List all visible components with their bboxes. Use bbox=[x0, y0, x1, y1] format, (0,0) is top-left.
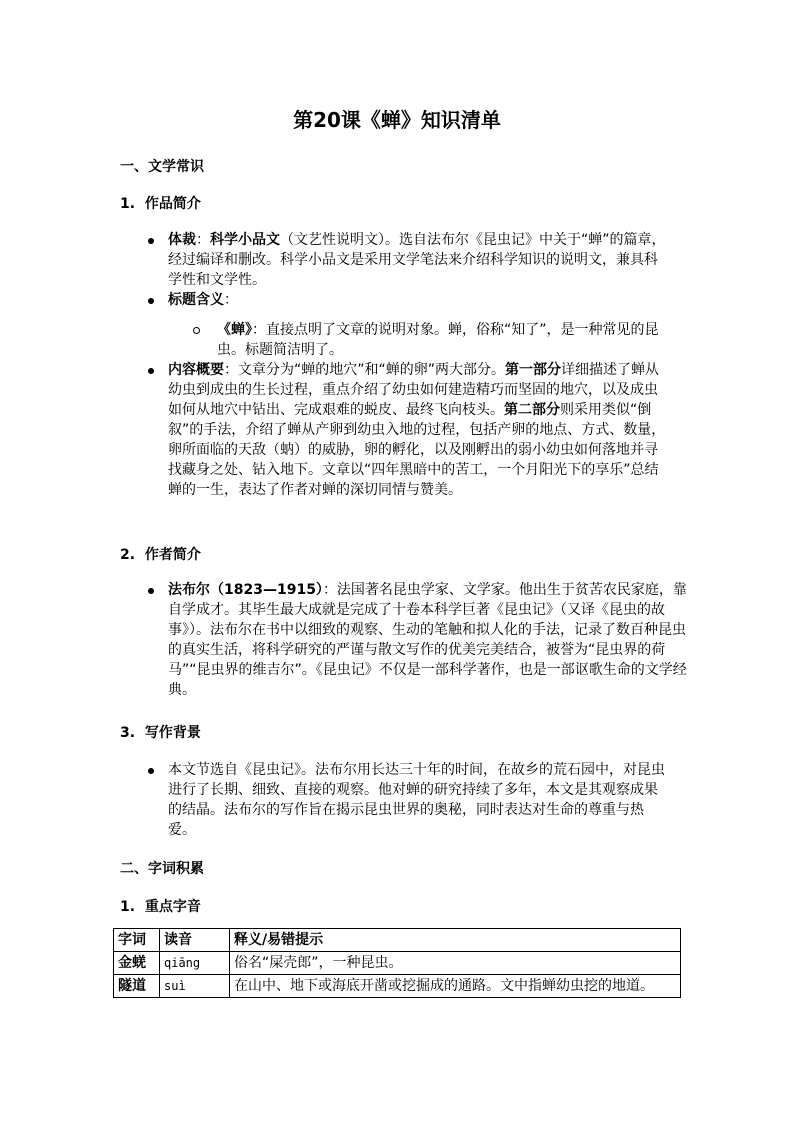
bullet-icon bbox=[148, 768, 154, 774]
table-cell-meaning: 俗名“屎壳郎”，一种昆虫。 bbox=[230, 952, 681, 975]
section-heading-vocab: 二、字词积累 bbox=[120, 861, 204, 877]
table-row bbox=[114, 975, 681, 998]
subheading-background bbox=[120, 722, 201, 742]
summary-paragraph bbox=[168, 360, 668, 500]
genre-value: 科学小品文 bbox=[210, 232, 280, 248]
subheading-number: 1. bbox=[120, 196, 136, 212]
author-label: 法布尔（1823—1915） bbox=[168, 582, 323, 598]
table-row bbox=[114, 952, 681, 975]
summary-text-2: 详细描述了蝉从幼虫到成虫的生长过程，重点介绍了幼虫如何建造精巧而坚固的地穴，以及成虫如何从地穴中钻出、完成艰难的蜕皮、最终飞向枝头。 bbox=[168, 362, 660, 418]
table-cell-pinyin: qiāng bbox=[160, 952, 230, 975]
pronunciation-table bbox=[113, 928, 681, 998]
genre-paragraph bbox=[168, 230, 668, 290]
title-meaning-paragraph bbox=[168, 290, 668, 310]
sub-label: 《蝉》 bbox=[217, 322, 252, 338]
subheading-number: 2. bbox=[120, 547, 136, 563]
author-text: ：法国著名昆虫学家、文学家。他出生于贫苦农民家庭，靠自学成才。其毕生最大成就是完成了十卷本科学巨著《昆虫记》（又译《昆虫的故事》）。法布尔在书中以细致的观察、生动的笔触和拟人化的手法，记录了数百种昆虫的真实生活，将科学研究的严谨与散文写作的优美完美结合，被誉为“昆虫界的荷马”“昆虫界的维吉尔”。《昆虫记》不仅是一部科学著作，也是一部讴歌生命的文学经典。 bbox=[168, 582, 687, 698]
summary-text-3: 则采用类似“倒叙”的手法，介绍了蝉从产卵到幼虫入地的过程，包括产卵的地点、方式、数量，卵所面临的天敌（蚋）的威胁，卵的孵化，以及刚孵出的弱小幼虫如何落地并寻找藏身之处、钻入地下。文章以“四年黑暗中的苦工，一个月阳光下的享乐”总结蝉的一生，表达了作者对蝉的深切同情与赞美。 bbox=[168, 402, 666, 498]
subheading-text: 作品简介 bbox=[144, 196, 201, 212]
table-header-cell: 字词 bbox=[114, 929, 160, 952]
subheading-author-intro bbox=[120, 544, 201, 564]
author-paragraph bbox=[168, 580, 688, 700]
title-meaning-sep: ： bbox=[224, 292, 238, 308]
bullet-icon bbox=[148, 588, 154, 594]
title-meaning-label: 标题含义 bbox=[168, 292, 224, 308]
table-cell-word: 隧道 bbox=[114, 975, 160, 998]
sub-text: ：直接点明了文章的说明对象。蝉，俗称“知了”，是一种常见的昆虫。标题简洁明了。 bbox=[217, 322, 659, 358]
table-header-cell: 读音 bbox=[160, 929, 230, 952]
table-cell-pinyin: suì bbox=[160, 975, 230, 998]
genre-sep: ： bbox=[196, 232, 210, 248]
subheading-number: 1. bbox=[120, 899, 136, 915]
genre-label: 体裁 bbox=[168, 232, 196, 248]
page-title: 第20课《蝉》知识清单 bbox=[293, 108, 501, 132]
part1-label: 第一部分 bbox=[505, 362, 562, 378]
genre-text: （文艺性说明文）。选自法布尔《昆虫记》中关于“蝉”的篇章，经过编译和删改。科学小品文是采用文学笔法来介绍科学知识的说明文，兼具科学性和文学性。 bbox=[168, 232, 666, 288]
subheading-text: 写作背景 bbox=[144, 725, 201, 741]
table-header-row bbox=[114, 929, 681, 952]
summary-label: 内容概要 bbox=[168, 362, 224, 378]
subheading-text: 作者简介 bbox=[144, 547, 201, 563]
subheading-pronunciation bbox=[120, 896, 201, 916]
subheading-text: 重点字音 bbox=[144, 899, 201, 915]
summary-text-1: ：文章分为“蝉的地穴”和“蝉的卵”两大部分。 bbox=[224, 362, 506, 378]
background-paragraph: 本文节选自《昆虫记》。法布尔用长达三十年的时间，在故乡的荒石园中，对昆虫进行了长期、细致、直接的观察。他对蝉的研究持续了多年，本文是其观察成果的结晶。法布尔的写作旨在揭示昆虫世界的奥秘，同时表达对生命的尊重与热爱。 bbox=[168, 762, 665, 838]
sub-bullet-icon bbox=[193, 327, 200, 334]
table-cell-meaning: 在山中、地下或海底开凿或挖掘成的通路。文中指蝉幼虫挖的地道。 bbox=[230, 975, 681, 998]
section-heading-literary: 一、文学常识 bbox=[120, 159, 204, 175]
subheading-number: 3. bbox=[120, 725, 136, 741]
title-meaning-detail bbox=[217, 320, 667, 360]
part2-label: 第二部分 bbox=[504, 402, 560, 418]
subheading-work-intro bbox=[120, 193, 201, 213]
bullet-icon bbox=[148, 238, 154, 244]
table-cell-word: 金蜣 bbox=[114, 952, 160, 975]
bullet-icon bbox=[148, 298, 154, 304]
table-header-cell: 释义/易错提示 bbox=[230, 929, 681, 952]
bullet-icon bbox=[148, 368, 154, 374]
